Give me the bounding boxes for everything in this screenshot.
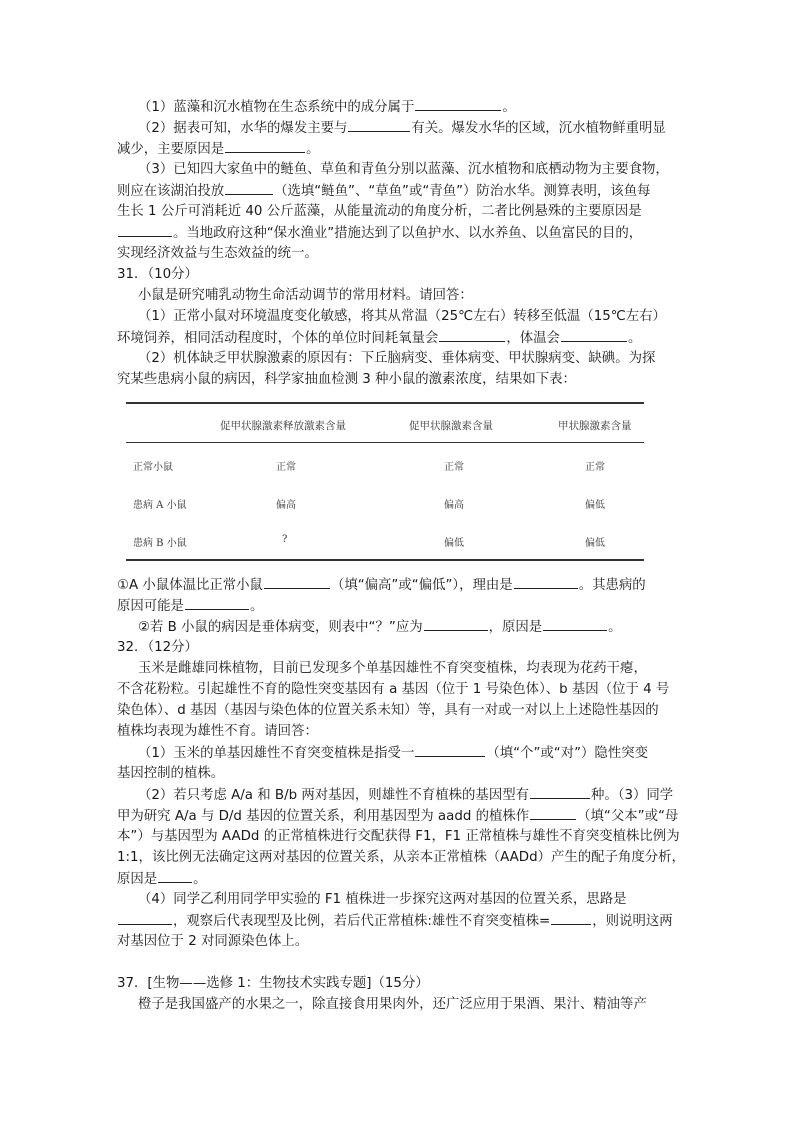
q30-part1: （1）蓝藻和沉水植物在生态系统中的成分属于 。 (138, 97, 685, 118)
q30-part3-line1: （3）已知四大家鱼中的鲢鱼、草鱼和青鱼分别以蓝藻、沉水植物和底栖动物为主要食物， (138, 162, 669, 177)
q30-part3-line5: 实现经济效益与生态效益的统一。 (117, 246, 318, 261)
q32-part4-line2: ，观察后代表现型及比例，若后代正常植株:雄性不育突变植株= ，则说明这两 (117, 911, 685, 932)
table-cell: 正常 (276, 462, 296, 473)
q31-part1-line1: （1）正常小鼠对环境温度变化敏感，将其从常温（25℃左右）转移至低温（15℃左右） (138, 309, 666, 324)
q31-sub1-line2: 原因可能是 。 (117, 596, 685, 617)
table-top-rule (126, 402, 644, 404)
q32-part3-line4: 原因是 。 (117, 869, 685, 890)
table-header-rule (126, 442, 644, 443)
q32-part3-line3: 1:1，该比例无法确定这两对基因的位置关系，从亲本正常植株（AADd）产生的配子角度分析， (117, 850, 685, 865)
q32-part1-line1: （1）玉米的单基因雄性不育突变植株是指受一 （填“个”或“对”）隐性突变 (138, 743, 685, 764)
q32-part1-line2: 基因控制的植株。 (117, 766, 225, 781)
q32-part4-line3: 对基因位于 2 对同源染色体上。 (117, 934, 309, 949)
q31-part2-line2: 究某些患病小鼠的病因，科学家抽血检测 3 种小鼠的激素浓度，结果如下表： (117, 372, 576, 387)
answer-blank[interactable] (348, 118, 410, 132)
table-cell: 偏高 (444, 500, 464, 511)
hormone-table (126, 402, 644, 562)
answer-blank[interactable] (530, 806, 576, 820)
q32-part3-line1: 甲为研究 A/a 与 D/d 基因的位置关系，利用基因型为 aadd 的植株作 （填“父本”或“母 (117, 806, 685, 827)
table-header-th: 甲状腺激素含量 (558, 420, 632, 432)
q31-sub2: ②若 B 小鼠的病因是垂体病变，则表中“？”应为 ，原因是 。 (138, 617, 685, 638)
table-row-label: 正常小鼠 (133, 462, 173, 473)
table-cell: 偏高 (276, 500, 296, 511)
table-cell: 偏低 (585, 500, 605, 511)
answer-blank[interactable] (118, 223, 172, 237)
q32-stem-line3: 染色体）、d 基因（基因与染色体的位置关系未知）等，具有一对或一对以上上述隐性基因的 (117, 703, 659, 718)
answer-blank[interactable] (118, 911, 172, 925)
table-cell: 正常 (585, 462, 605, 473)
answer-blank[interactable] (424, 617, 488, 631)
answer-blank[interactable] (415, 97, 501, 111)
answer-blank[interactable] (225, 181, 273, 195)
table-cell: 正常 (444, 462, 464, 473)
q32-part2-line1: （2）若只考虑 A/a 和 B/b 两对基因，则雄性不育植株的基因型有 种。（3）同学 (138, 785, 685, 806)
q32-stem-line2: 不含花粉粒。引起雄性不育的隐性突变基因有 a 基因（位于 1 号染色体）、b 基因（位于 4 号 (117, 682, 670, 697)
answer-blank[interactable] (264, 575, 330, 589)
q30-part3-line3: 生长 1 公斤可消耗近 40 公斤蓝藻，从能量流动的角度分析，二者比例悬殊的主要原因是 (117, 204, 642, 219)
q37-stem-line1: 橙子是我国盛产的水果之一，除直接食用果肉外，还广泛应用于果酒、果汁、精油等产 (138, 997, 647, 1012)
table-row-label: 患病 B 小鼠 (133, 538, 187, 549)
q31-sub1-line1: ①A 小鼠体温比正常小鼠 （填“偏高”或“偏低”），理由是 。其患病的 (117, 575, 685, 596)
table-header-tsh: 促甲状腺激素含量 (409, 420, 493, 432)
answer-blank[interactable] (543, 617, 607, 631)
answer-blank[interactable] (415, 743, 485, 757)
q30-part3-line4: 。当地政府这种“保水渔业”措施达到了以鱼护水、以水养鱼、以鱼富民的目的， (117, 223, 685, 244)
q32-heading: 32．（12分） (117, 640, 198, 655)
q30-part2-line1: （2）据表可知，水华的爆发主要与 有关。爆发水华的区域，沉水植物鲜重明显 (138, 118, 685, 139)
table-cell: ? (282, 534, 288, 545)
q31-part2-line1: （2）机体缺乏甲状腺激素的原因有：下丘脑病变、垂体病变、甲状腺病变、缺碘。为探 (138, 351, 656, 366)
q31-heading: 31．（10分） (117, 267, 198, 282)
q32-stem-line4: 植株均表现为雄性不育。请回答： (117, 724, 318, 739)
table-bottom-rule (126, 559, 644, 561)
q31-part1-line2: 环境饲养，相同活动程度时，个体的单位时间耗氧量会 ，体温会 。 (117, 328, 685, 349)
q30-part3-line2: 则应在该湖泊投放 （选填“鲢鱼”、“草鱼”或“青鱼”）防治水华。测算表明，该鱼每 (117, 181, 685, 202)
table-cell: 偏低 (444, 538, 464, 549)
q37-heading: 37．[生物——选修 1：生物技术实践专题]（15分） (117, 976, 429, 991)
answer-blank[interactable] (530, 785, 590, 799)
answer-blank[interactable] (514, 575, 578, 589)
q32-stem-line1: 玉米是雌雄同株植物，目前已发现多个单基因雄性不育突变植株，均表现为花药干瘪， (138, 661, 647, 676)
answer-blank[interactable] (551, 911, 591, 925)
q32-part3-line2: 本”）与基因型为 AADd 的正常植株进行交配获得 F1，F1 正常植株与雄性不育突变植株比例为 (117, 829, 680, 844)
q30-part2-line2: 减少，主要原因是 。 (117, 139, 685, 160)
answer-blank[interactable] (158, 869, 192, 883)
answer-blank[interactable] (561, 328, 627, 342)
table-row-label: 患病 A 小鼠 (133, 500, 187, 511)
answer-blank[interactable] (225, 139, 305, 153)
table-cell: 偏低 (585, 538, 605, 549)
q31-intro: 小鼠是研究哺乳动物生命活动调节的常用材料。请回答： (138, 288, 473, 303)
q32-part4-line1: （4）同学乙利用同学甲实验的 F1 植株进一步探究这两对基因的位置关系，思路是 (138, 892, 627, 907)
table-header-trh: 促甲状腺激素释放激素含量 (220, 420, 346, 432)
answer-blank[interactable] (439, 328, 505, 342)
answer-blank[interactable] (185, 596, 249, 610)
